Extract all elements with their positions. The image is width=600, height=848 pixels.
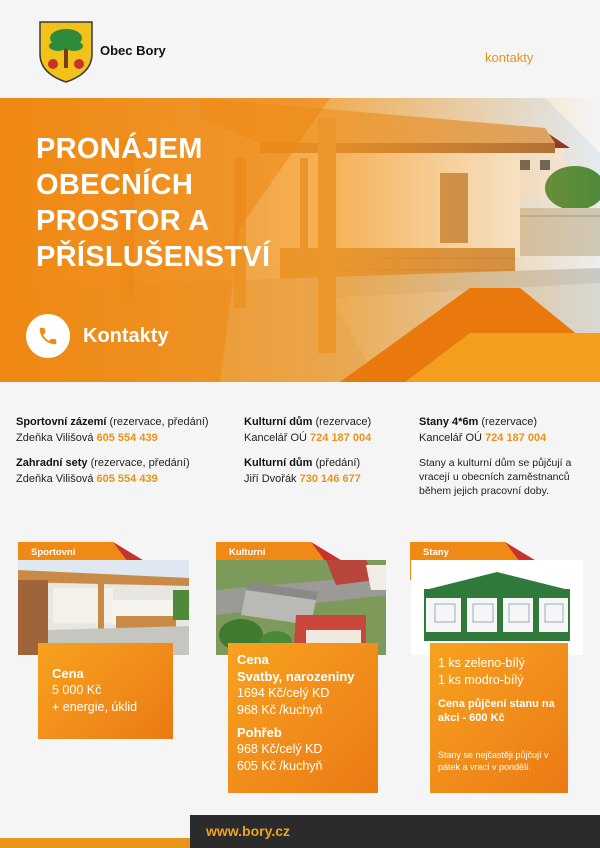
hero-title-line: PRONÁJEM [36, 133, 203, 165]
contact-title: Kulturní dům [244, 457, 313, 469]
phone-icon[interactable] [26, 314, 70, 358]
contact-phone[interactable]: 724 187 004 [485, 432, 547, 444]
price-heading: Cena [237, 652, 269, 667]
contact-person: Zdeňka Vilišová [16, 432, 97, 444]
contact-phone[interactable]: 605 554 439 [96, 473, 158, 485]
hero-title-line: PROSTOR A [36, 205, 210, 237]
price-box-kd [228, 643, 378, 793]
price-box-sport [38, 643, 173, 739]
contact-title: Kulturní dům [244, 416, 313, 428]
kontakty-link[interactable]: kontakty [485, 50, 534, 65]
contact-sport [16, 414, 209, 446]
photo-kd-aerial [216, 560, 386, 655]
tent-line: 1 ks zeleno-bílý [438, 656, 525, 670]
contact-suffix: (rezervace, předání) [106, 416, 209, 428]
tent-footnote: Stany se nejčastěji půjčují v pátek a vrací v pondělí. [438, 750, 549, 772]
price-subheading: Pohřeb [237, 725, 282, 740]
price-line: 1694 Kč/celý KD [237, 686, 330, 700]
contact-garden [16, 455, 190, 487]
website-link[interactable]: www.bory.cz [206, 823, 291, 839]
price-heading: Cena [52, 666, 84, 681]
hero-title-line: OBECNÍCH [36, 169, 194, 201]
tag-line: Sportovní [31, 547, 76, 558]
contact-suffix: (rezervace, předání) [87, 457, 190, 469]
lending-note: Stany a kulturní dům se půjčují a vracejí u obecních zaměstnanců během jejich pracovní doby. [419, 457, 572, 497]
price-line: 968 Kč /kuchyň [237, 703, 323, 717]
contact-person: Kancelář OÚ [244, 432, 311, 444]
photo-tent [411, 560, 583, 655]
price-heading: Cena půjčení stanu na akci - 600 Kč [438, 698, 555, 724]
tent-line: 1 ks modro-bílý [438, 673, 524, 687]
hero-title [36, 131, 336, 275]
contact-person: Jiří Dvořák [244, 473, 300, 485]
contact-person: Kancelář OÚ [419, 432, 486, 444]
contact-tents [419, 414, 546, 446]
contact-suffix: (rezervace) [312, 416, 372, 428]
contact-title: Stany 4*6m [419, 416, 479, 428]
contact-suffix: (rezervace) [478, 416, 537, 428]
tag-line: Stany [423, 547, 449, 558]
price-line: + energie, úklid [52, 700, 138, 714]
tag-line: Kulturní [229, 547, 266, 558]
footer-accent-stripe [0, 838, 190, 848]
price-line: 5 000 Kč [52, 683, 102, 697]
contact-kd-reservation [244, 414, 371, 446]
footer-bar [190, 815, 600, 848]
photo-sport-area [18, 560, 189, 655]
contact-phone[interactable]: 724 187 004 [310, 432, 372, 444]
contact-phone[interactable]: 605 554 439 [96, 432, 158, 444]
contact-phone[interactable]: 730 146 677 [299, 473, 361, 485]
brand-name: Obec Bory [100, 43, 166, 58]
contact-suffix: (předání) [312, 457, 361, 469]
contact-title: Sportovní zázemí [16, 416, 107, 428]
price-line: 968 Kč/celý KD [237, 742, 323, 756]
contact-kd-handover [244, 455, 361, 487]
price-line: 605 Kč /kuchyň [237, 759, 323, 773]
contact-title: Zahradní sety [16, 457, 88, 469]
price-box-tent [430, 643, 568, 793]
coat-of-arms-logo [38, 20, 94, 84]
hero-contact-link[interactable]: Kontakty [83, 325, 169, 347]
price-subheading: Svatby, narozeniny [237, 669, 355, 684]
contact-person: Zdeňka Vilišová [16, 473, 97, 485]
hero-title-line: PŘÍSLUŠENSTVÍ [36, 241, 271, 273]
